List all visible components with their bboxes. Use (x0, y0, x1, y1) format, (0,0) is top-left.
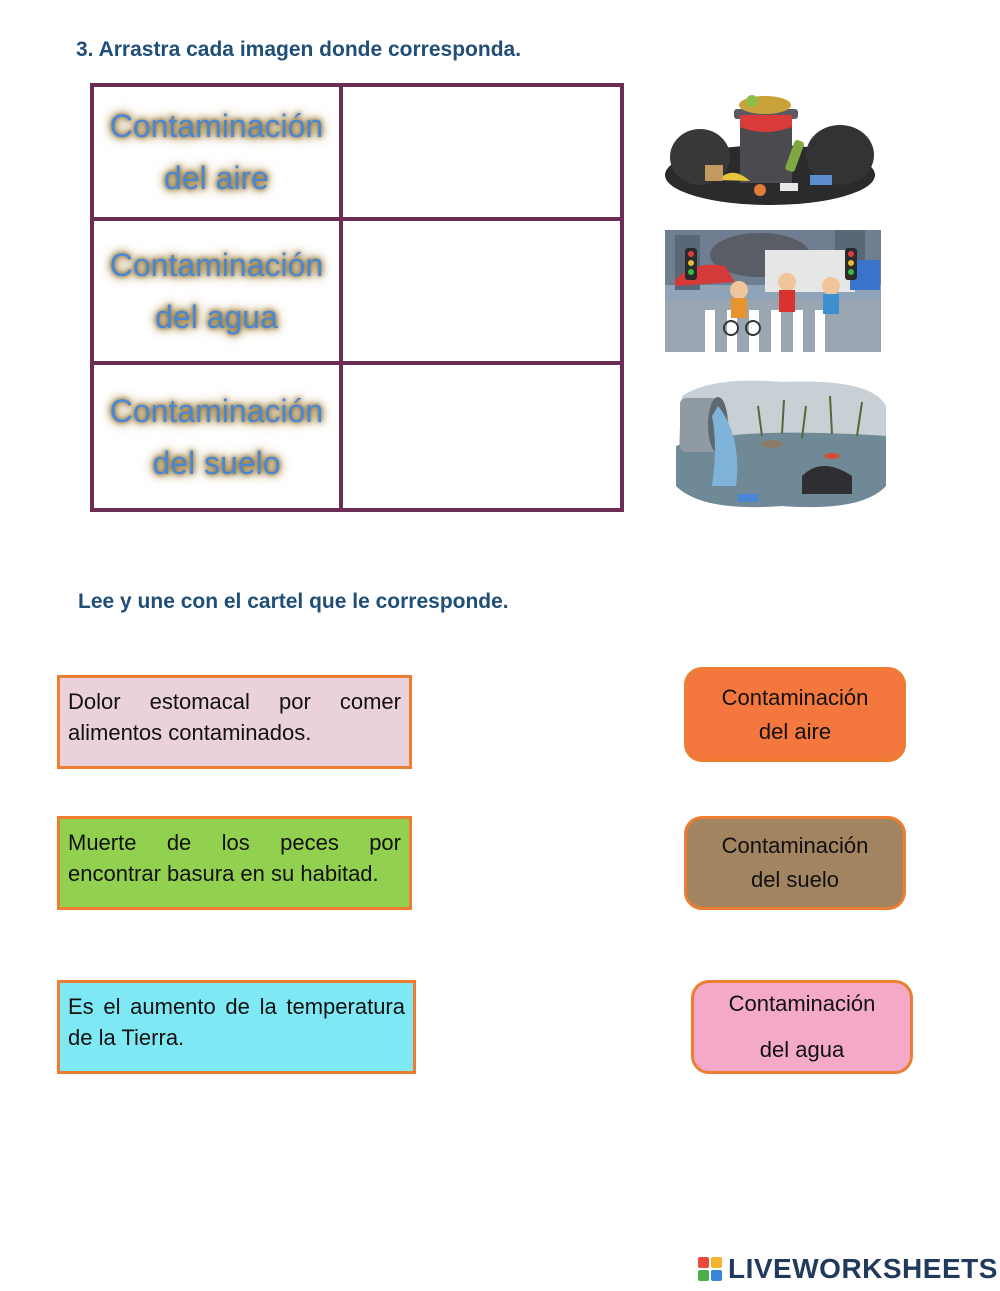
drop-zone-suelo[interactable] (339, 361, 624, 512)
card-contaminacion-agua[interactable]: Contaminación del agua (691, 980, 913, 1074)
drop-zone-aire[interactable] (339, 83, 624, 221)
match-instruction-heading: Lee y une con el cartel que le corresponde. (78, 590, 509, 613)
card-contaminacion-suelo[interactable]: Contaminación del suelo (684, 816, 906, 910)
statement-dolor-estomacal[interactable]: Dolor estomacal por comer alimentos contaminados. (57, 675, 412, 769)
row-label-agua: Contaminación del agua (90, 217, 343, 365)
drag-instruction-heading: 3. Arrastra cada imagen donde corresponda. (76, 38, 522, 61)
drop-zone-agua[interactable] (339, 217, 624, 365)
statement-aumento-temperatura[interactable]: Es el aumento de la temperatura de la Tierra. (57, 980, 416, 1074)
row-label-suelo: Contaminación del suelo (90, 361, 343, 512)
card-contaminacion-aire[interactable]: Contaminación del aire (684, 667, 906, 762)
polluted-water-pipe-image[interactable] (672, 376, 890, 512)
liveworksheets-logo (698, 1253, 998, 1285)
city-traffic-smog-image[interactable] (665, 230, 881, 352)
statement-muerte-peces[interactable]: Muerte de los peces por encontrar basura en su habitad. (57, 816, 412, 910)
liveworksheets-mark-icon (698, 1257, 722, 1281)
liveworksheets-wordmark: LIVEWORKSHEETS (728, 1253, 998, 1284)
drag-drop-table (90, 83, 624, 512)
garbage-pile-image[interactable] (660, 95, 880, 207)
row-label-aire: Contaminación del aire (90, 83, 343, 221)
